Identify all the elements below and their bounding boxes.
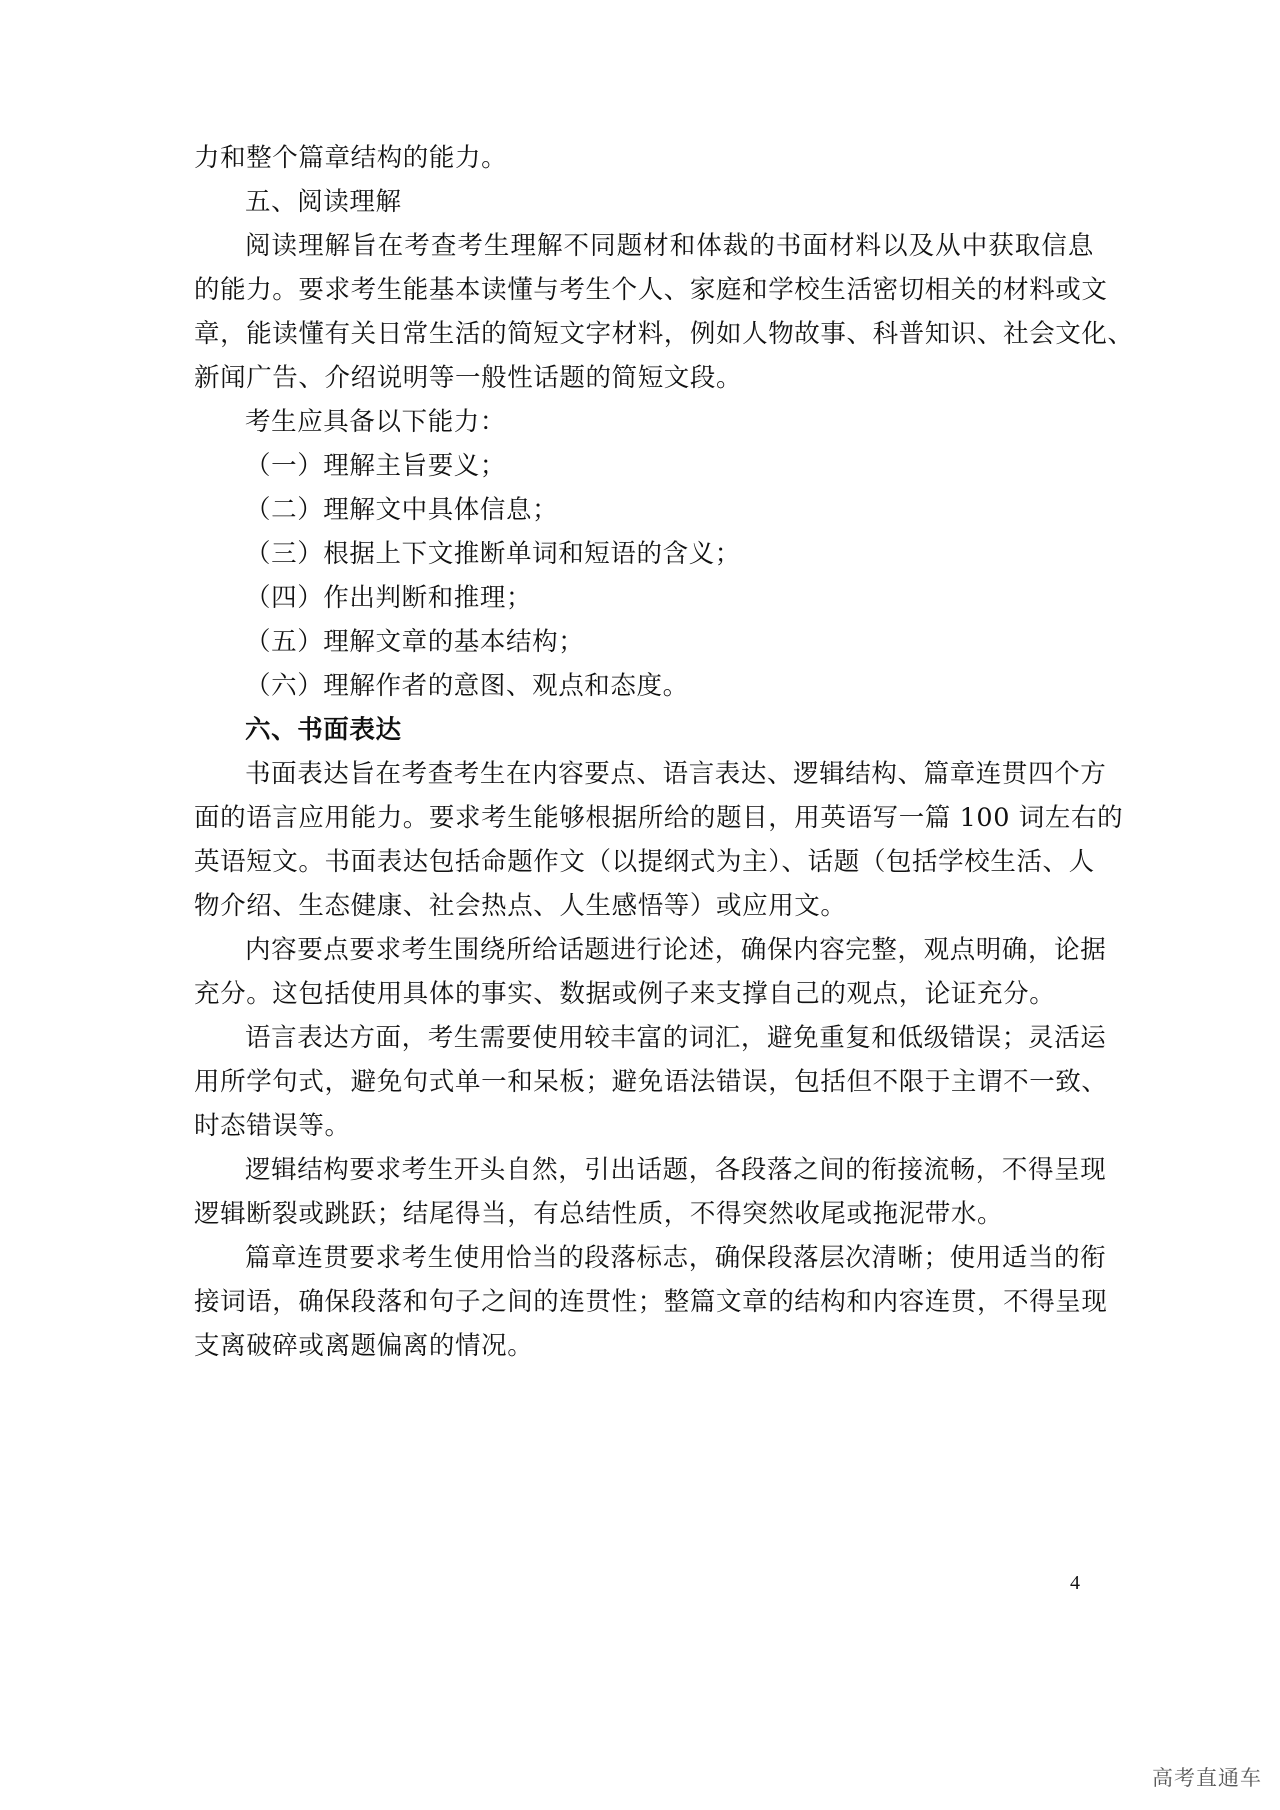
- page-number: 4: [1070, 1572, 1080, 1594]
- list-item: （三）根据上下文推断单词和短语的含义；: [245, 539, 741, 569]
- list-item: （四）作出判断和推理；: [245, 583, 533, 613]
- paragraph-line: 语言表达方面，考生需要使用较丰富的词汇，避免重复和低级错误；灵活运: [245, 1023, 1107, 1053]
- paragraph-line: 考生应具备以下能力：: [245, 407, 507, 437]
- paragraph-line: 力和整个篇章结构的能力。: [194, 143, 508, 173]
- paragraph-line: 篇章连贯要求考生使用恰当的段落标志，确保段落层次清晰；使用适当的衔: [245, 1243, 1107, 1273]
- list-item: （二）理解文中具体信息；: [245, 495, 559, 525]
- paragraph-line: 新闻广告、介绍说明等一般性话题的简短文段。: [194, 363, 743, 393]
- paragraph-line: 用所学句式，避免句式单一和呆板；避免语法错误，包括但不限于主谓不一致、: [194, 1067, 1108, 1097]
- paragraph-line: 接词语，确保段落和句子之间的连贯性；整篇文章的结构和内容连贯，不得呈现: [194, 1287, 1108, 1317]
- paragraph-line: 充分。这包括使用具体的事实、数据或例子来支撑自己的观点，论证充分。: [194, 979, 1056, 1009]
- paragraph-line: 逻辑结构要求考生开头自然，引出话题，各段落之间的衔接流畅，不得呈现: [245, 1155, 1107, 1185]
- paragraph-line: 物介绍、生态健康、社会热点、人生感悟等）或应用文。: [194, 891, 847, 921]
- paragraph-line: 面的语言应用能力。要求考生能够根据所给的题目，用英语写一篇 100 词左右的: [194, 803, 1124, 833]
- paragraph-line: 英语短文。书面表达包括命题作文（以提纲式为主）、话题（包括学校生活、人: [194, 847, 1095, 877]
- section-heading-reading: 五、阅读理解: [245, 187, 402, 217]
- list-item: （六）理解作者的意图、观点和态度。: [245, 671, 689, 701]
- paragraph-line: 的能力。要求考生能基本读懂与考生个人、家庭和学校生活密切相关的材料或文: [194, 275, 1108, 305]
- paragraph-line: 内容要点要求考生围绕所给话题进行论述，确保内容完整，观点明确，论据: [245, 935, 1107, 965]
- paragraph-line: 支离破碎或离题偏离的情况。: [194, 1331, 534, 1361]
- watermark-text: 高考直通车: [1152, 1766, 1262, 1790]
- paragraph-line: 阅读理解旨在考查考生理解不同题材和体裁的书面材料以及从中获取信息: [245, 231, 1094, 261]
- paragraph-line: 书面表达旨在考查考生在内容要点、语言表达、逻辑结构、篇章连贯四个方: [245, 759, 1107, 789]
- paragraph-line: 章，能读懂有关日常生活的简短文字材料，例如人物故事、科普知识、社会文化、: [194, 319, 1134, 349]
- paragraph-line: 逻辑断裂或跳跃；结尾得当，有总结性质，不得突然收尾或拖泥带水。: [194, 1199, 1004, 1229]
- section-heading-writing: 六、书面表达: [245, 715, 402, 745]
- list-item: （五）理解文章的基本结构；: [245, 627, 585, 657]
- paragraph-line: 时态错误等。: [194, 1111, 351, 1141]
- list-item: （一）理解主旨要义；: [245, 451, 507, 481]
